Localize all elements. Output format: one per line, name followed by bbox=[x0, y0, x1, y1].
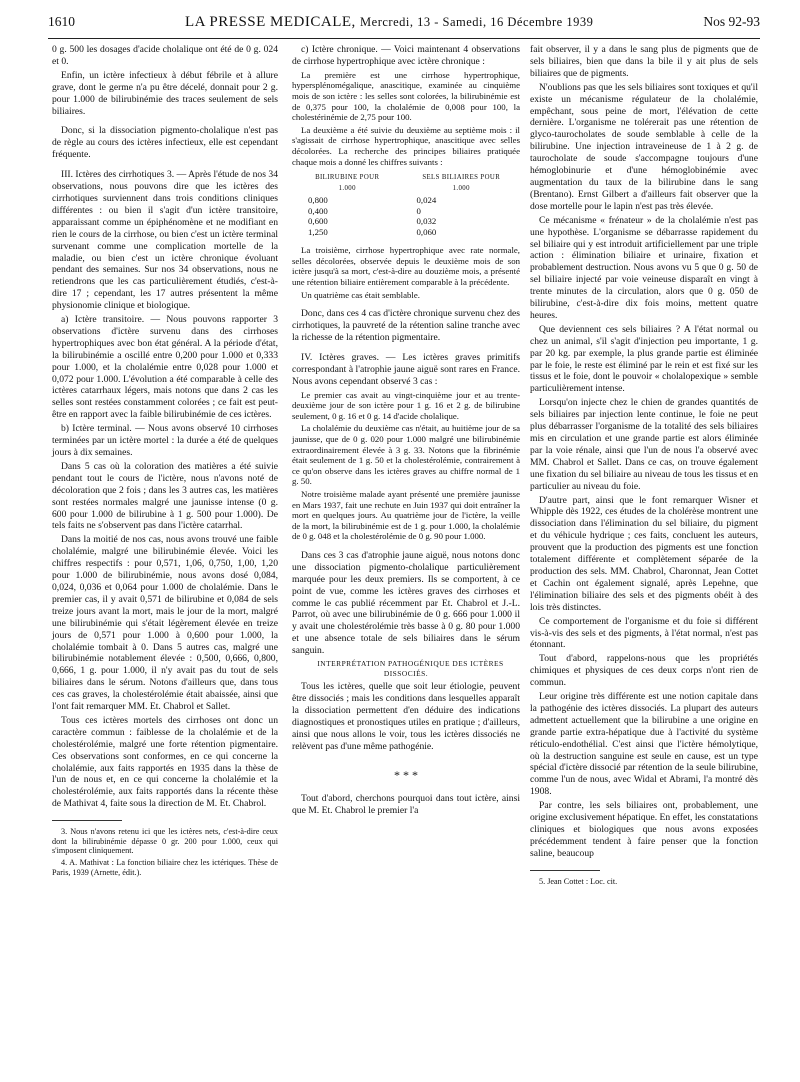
footnote-rule bbox=[52, 820, 122, 821]
paragraph: Dans la moitié de nos cas, nous avons trouvé une faible cholalémie, malgré une bilirubinémie élevée. Voici les chiffres respectifs : pour 0,571, 1,06, 0,750, 1,00, 1,20 pour 1.000 de bilirubinémie, nous avons dosé 0,084, 0,024, 0,036 et 0,064 pour 1.000 de cholalémie. Dans le premier cas, il y avait 0,571 de bilirubine et 0,084 de sels treize jours avant la mort, mais le jour de la mort, malgré une bilirubinémie qui s'était légèrement élevée en treize jours de 0,571 pour 1.000 à 0,600 pour 1.000, la cholalémie tombait à 0. Dans 5 autres cas, malgré une bilirubinémie notablement élevée : 0,500, 0,666, 0,800, 0,666, 1 g. pour 1.000, il n'y avait pas du tout de sels biliaires dans le sérum. Notons d'ailleurs que, dans tous ces cas graves, la cholestérolémie était abaissée, ainsi que l'ont fait remarquer MM. Et. Chabrol et Sallet. bbox=[52, 534, 278, 713]
paragraph: Dans ces 3 cas d'atrophie jaune aiguë, nous notons donc une dissociation pigmento-cholalique particulièrement marquée pour les deux premiers. Ils se comportent, à ce point de vue, comme les ictères graves des cirrhoses et comme le cas publié récemment par Et. Chabrol et J.-L. Parrot, où avec une bilirubinémie de 0 g. 666 pour 1.000 il y avait une cholestérolémie très basse à 0 g. 80 pour 1.000 et une absence totale de sels biliaires dans le sérum sanguin. bbox=[292, 549, 520, 657]
paragraph: b) Ictère terminal. — Nous avons observé 10 cirrhoses terminées par un ictère mortel : la durée a été de quelques jours à dix semaines. bbox=[52, 423, 278, 458]
column-1 bbox=[52, 44, 278, 879]
paragraph: Par contre, les sels biliaires ont, probablement, une origine exclusivement hépatique. En effet, les constatations cliniques et biologiques que nous avons exposées précédemment tendent à faire penser que la fonction saline, beaucoup bbox=[530, 800, 758, 859]
paragraph: Leur origine très différente est une notion capitale dans la pathogénie des ictères dissociés. La plupart des auteurs admettent actuellement que la bilirubine a une origine en grande partie extra-hépatique due à l'activité du système réticulo-endothélial. C'est ainsi que l'ictère hémolytique, où la destruction sanguine est seule en cause, est un type spécial d'ictère dissocié par rétention de la seule bilirubine, comme l'un de nous, avec Widal et Abrami, l'a montré dès 1908. bbox=[530, 691, 758, 798]
paragraph: Ce comportement de l'organisme et du foie si différent vis-à-vis des sels et des pigments, à l'état normal, n'est pas étonnant. bbox=[530, 615, 758, 651]
paragraph: Donc, dans ces 4 cas d'ictère chronique survenu chez des cirrhotiques, la pauvreté de la rétention saline tranche avec la richesse de la rétention pigmentaire. bbox=[292, 308, 520, 343]
paragraph: Tous ces ictères mortels des cirrhoses ont donc un caractère commun : faiblesse de la cholalémie et de la cholestérolémie, malgré une forte rétention pigmentaire. Ces observations sont conformes, en ce qui concerne la cholalémie, aux faits rapportés en 1935 dans la thèse de l'un de nous et, en ce qui concerne la cholalémie et la cholestérolémie, aux faits rapportés dans la récente thèse de Mathivat 4, faite sous la direction de M. Et. Chabrol. bbox=[52, 714, 278, 810]
table-row bbox=[292, 206, 520, 217]
paragraph: Le premier cas avait au vingt-cinquième jour et au trente-deuxième jour de son ictère pour 1 g. 16 et 2 g. de bilirubine seulement, 0 g. 16 et 0 g. 14 d'acide cholalique. bbox=[292, 389, 520, 421]
paragraph: Notre troisième malade ayant présenté une première jaunisse en Mars 1937, fait une rechute en Juin 1937 qui doit entraîner la mort en quelques jours. Au quatrième jour de l'ictère, la veille de la mort, la bilirubinémie est de 1 g. pour 1.000, la cholalémie de 0 g. 048 et la cholestérolémie de 0 g. 90 pour 1.000. bbox=[292, 488, 520, 542]
paragraph: La première est une cirrhose hypertrophique, hypersplénomégalique, anascitique, examinée au cinquième mois de son ictère : les selles sont colorées, la bilirubinémie est de 0,375 pour 100, la cholalémie de 0,008 pour 100, la cholestérinémie de 2,75 pour 100. bbox=[292, 69, 520, 123]
paragraph: Donc, si la dissociation pigmento-cholalique n'est pas de règle au cours des ictères infectieux, elle est cependant fréquente. bbox=[52, 125, 278, 161]
table-header: SELS BILIAIRES POUR 1.000 bbox=[422, 174, 501, 192]
table-cell: 0,400 bbox=[308, 205, 328, 216]
issue-date: Mercredi, 13 - Samedi, 16 Décembre 1939 bbox=[360, 15, 594, 29]
journal-title: LA PRESSE MEDICALE, Mercredi, 13 - Samedi, 16 Décembre 1939 bbox=[185, 14, 594, 30]
paragraph: Tout d'abord, rappelons-nous que les propriétés chimiques et physiques de ces deux corps n'ont rien de commun. bbox=[530, 653, 758, 689]
paragraph: Dans 5 cas où la coloration des matières a été suivie pendant tout le cours de l'ictère, nous n'avons noté de décoloration que 2 fois ; dans les 3 autres cas, les matières sont restées normales malgré une jaunisse intense (0 g. 600 pour 1.000 de bilirubine à 1 g. 500 pour 1.000). De tels faits ne s'observent pas dans l'ictère catarrhal. bbox=[52, 460, 278, 532]
table-cell: 0 bbox=[416, 205, 421, 216]
paragraph: Un quatrième cas était semblable. bbox=[301, 289, 420, 300]
table-cell: 0,032 bbox=[416, 216, 437, 227]
footnote-rule bbox=[530, 870, 600, 871]
table-cell: 0,600 bbox=[308, 216, 328, 227]
table-cell: 0,024 bbox=[416, 195, 437, 206]
section-ictere-graves: IV. Ictères graves. — Les ictères graves primitifs correspondant à l'atrophie jaune aiguë sont rares en France. Nous avons cependant observé 3 cas : bbox=[292, 351, 520, 387]
paragraph: La troisième, cirrhose hypertrophique avec rate normale, selles décolorées, observée depuis le deuxième mois de son ictère jusqu'à sa mort, c'est-à-dire au douzième mois, a présenté une rétention biliaire entièrement comparable à la précédente. bbox=[292, 245, 520, 287]
paragraph: Lorsqu'on injecte chez le chien de grandes quantités de sels biliaires par injection lente continue, le foie ne peut plus débarrasser l'organisme de la totalité des sels biliaires mis en circulation et une grande partie est alors éliminée par la voie rénale, ainsi que l'un de nous l'a observé avec MM. Chabrol et Sallet. Dans ce cas, on trouve également une fixation du sel biliaire au niveau de tous les tissus et en particulier au niveau du foie. bbox=[530, 397, 758, 492]
table-cell: 1,250 bbox=[308, 226, 328, 237]
page-header bbox=[48, 14, 760, 39]
table-cell: 0,800 bbox=[308, 195, 328, 206]
footnote: 4. A. Mathivat : La fonction biliaire chez les ictériques. Thèse de Paris, 1939 (Arnette, édit.). bbox=[52, 857, 278, 877]
table-header: BILIRUBINE POUR 1.000 bbox=[315, 174, 380, 192]
column-3 bbox=[530, 44, 758, 888]
column-2 bbox=[292, 44, 520, 819]
paragraph: c) Ictère chronique. — Voici maintenant 4 observations de cirrhose hypertrophique avec ictère chronique : bbox=[292, 44, 520, 67]
paragraph: La deuxième a été suivie du deuxième au septième mois : il s'agissait de cirrhose hypertrophique, anascitique avec selles décolorées. La recherche des principes biliaires pratiquée chaque mois a donné les chiffres suivants : bbox=[292, 124, 520, 167]
page-number: 1610 bbox=[48, 14, 75, 29]
paragraph: 0 g. 500 les dosages d'acide cholalique ont été de 0 g. 024 et 0. bbox=[52, 44, 278, 67]
table-cell: 0,060 bbox=[416, 226, 437, 237]
paragraph: fait observer, il y a dans le sang plus de pigments que de sels biliaires, bien que dans la bile il y ait plus de sels biliaires que de pigments. bbox=[530, 44, 758, 79]
paragraph: Que deviennent ces sels biliaires ? A l'état normal ou chez un animal, s'il s'agit d'injection peu importante, 1 g. par 20 kg. par exemple, la plus grande partie est éliminée par le foie, le reste est éliminé par le rein et est fixé sur les tissus et le foie, dont le pouvoir « cholalopexique » semble particulièrement intense. bbox=[530, 323, 758, 395]
section-subheading: INTERPRÉTATION PATHOGÉNIQUE DES ICTÈRES DISSOCIÉS. bbox=[317, 659, 504, 679]
issue-number: Nos 92-93 bbox=[703, 14, 760, 29]
footnote: 5. Jean Cottet : Loc. cit. bbox=[539, 876, 618, 886]
paragraph: La cholalémie du deuxième cas n'était, au huitième jour de sa jaunisse, que de 0 g. 020 pour 1.000 malgré une bilirubinémie extraordinairement élevée à 3 g. 33. Notons que la fibrinémie était seulement de 1 g. 50 et la cholestérolémie, contrairement à ce qu'on observe dans les ictères graves au chiffre normal de 1 g. 50. bbox=[292, 423, 520, 487]
paragraph: Enfin, un ictère infectieux à début fébrile et à allure grave, dont le germe n'a pu être décelé, donnait pour 2 g. pour 1.000 de bilirubinémie des traces seulement de sels biliaires. bbox=[52, 69, 278, 117]
table-row bbox=[292, 216, 520, 227]
table-row bbox=[292, 195, 520, 206]
paragraph: Ce mécanisme « frénateur » de la cholalémie n'est pas une hypothèse. L'organisme se débarrasse rapidement du sel biliaire qui y est introduit artificiellement par une triple action : élimination biliaire et urinaire, fixation et probablement destruction. Nous avons vu 5 que 0 g. 50 de sel biliaire injecté par voie veineuse disparaît en vingt à trente minutes de la circulation, alors que 0 g. 050 de bilirubine, c'est-à-dire dix fois moins, mettent quatre heures. bbox=[530, 214, 758, 321]
footnote: 3. Nous n'avons retenu ici que les ictères nets, c'est-à-dire ceux dont la bilirubinémie dépasse 0 gr. 200 pour 1.000, ceux qui s'imposent cliniquement. bbox=[52, 827, 278, 856]
section-cirrhotiques: III. Ictères des cirrhotiques 3. — Après l'étude de nos 34 observations, nous pouvons dire que les ictères des cirrhotiques surviennent dans trois conditions cliniques différentes : ou bien il s'agit d'un ictère transitoire, apparaissant comme un épiphénomène et ne modifiant en rien le cours de la cirrhose, ou bien c'est un ictère terminal survenant comme une complication mortelle de la maladie, ou bien c'est un ictère chronique évoluant pendant des semaines. Sur nos 34 observations, nous ne retiendrons que les cas particulièrement étudiés, c'est-à-dire 17 ; cependant, les 17 autres présentent la même physionomie clinique et biologique. bbox=[52, 169, 278, 312]
paragraph: a) Ictère transitoire. — Nous pouvons rapporter 3 observations d'ictère survenu dans des cirrhoses hypertrophiques avec bon état général. A la période d'état, la bilirubinémie a oscillé entre 0,200 pour 1.000 et 0,333 pour 1.000, et la cholalémie entre 0,028 pour 1.000 et 0,072 pour 1.000. L'évolution a été comparable à celle des ictères catarrhaux légers, mais notons que dans 2 cas les selles sont restées constamment colorées ; ce fait est peut-être en rapport avec la faible bilirubinémie de ces ictères. bbox=[52, 314, 278, 421]
paragraph: Tout d'abord, cherchons pourquoi dans tout ictère, ainsi que M. Et. Chabrol le premier l'a bbox=[292, 793, 520, 817]
section-separator: * * * bbox=[394, 768, 418, 783]
paragraph: N'oublions pas que les sels biliaires sont toxiques et qu'il existe un mécanisme régulateur de la cholalémie, empêchant, sous peine de mort, l'élévation de cette dernière. L'organisme ne tolérerait pas une rétention de glyco-taurocholates de soude semblable à celle de la bilirubine. Une injection intraveineuse de 1 à 2 g. de taurocholate de soude s'accompagne toujours d'une hémoglobinurie et d'une hémoglobinémie avec augmentation du taux de la bilirubine dans le sang (Brentano). Ernst Gilbert a d'ailleurs fait observer que la dose mortelle pour le lapin n'est pas très élevée. bbox=[530, 81, 758, 212]
values-table bbox=[292, 173, 520, 237]
paragraph: D'autre part, ainsi que le font remarquer Wisner et Whipple dès 1922, ces études de la cholérèse montrent une dissociation dans l'élimination du sel biliaire, du pigment et du véhicule hydrique ; ces faits, concluent les auteurs, prouvent que la production des pigments est une fonction totalement différente et complètement séparée de la production des sels. MM. Chabrol, Charonnat, Jean Cottet et Cachin ont également signalé, après Lepehne, que l'élimination biliaire des sels et des pigments obéit à des lois très distinctes. bbox=[530, 494, 758, 613]
paragraph: Tous les ictères, quelle que soit leur étiologie, peuvent être dissociés ; mais les conditions dans lesquelles apparaît la dissociation permettent d'en déduire des indications diagnostiques et pronostiques utiles en pratique ; d'ailleurs, ainsi que nous allons le voir, tous les ictères dissociés ne relèvent pas d'une même pathogénie. bbox=[292, 681, 520, 752]
table-row bbox=[292, 227, 520, 238]
